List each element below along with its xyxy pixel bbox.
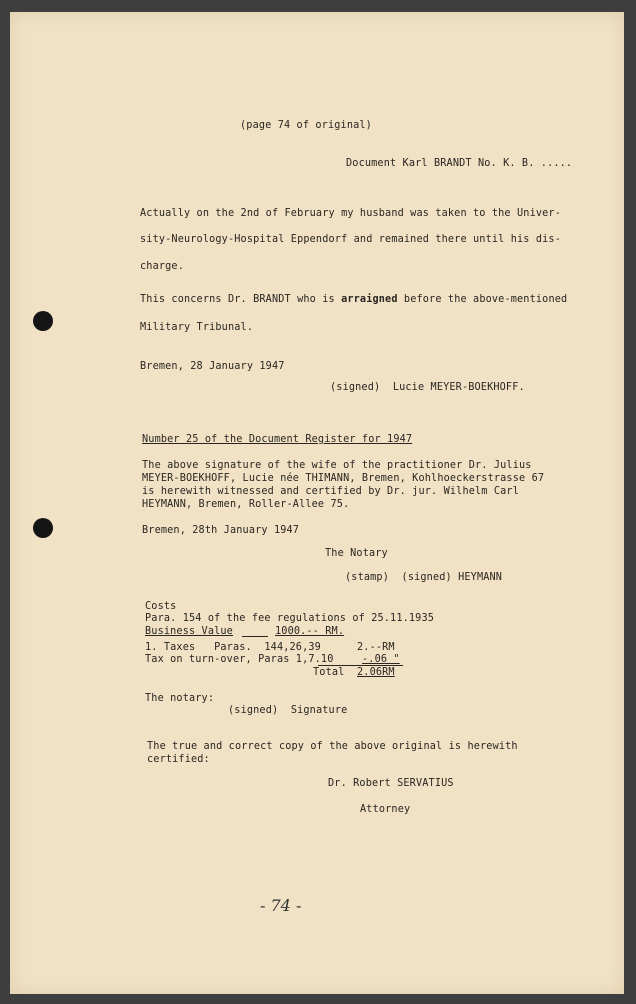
paragraph-2-line-1 (140, 293, 567, 306)
costs-heading: Costs (145, 601, 177, 612)
turnover-label: Tax on turn-over, Paras 1,7.10 (145, 654, 334, 665)
document-page (10, 12, 624, 994)
document-reference: Document Karl BRANDT No. K. B. ..... (346, 158, 573, 169)
paragraph-2-text: This concerns Dr. BRANDT who is (140, 294, 342, 305)
paragraph-2-line-2: Military Tribunal. (140, 322, 254, 333)
stamp-signature: (stamp) (signed) HEYMANN (345, 572, 503, 583)
corrected-word: arraigned (341, 294, 398, 305)
place-date-2: Bremen, 28th January 1947 (142, 525, 300, 536)
costs-para: Para. 154 of the fee regulations of 25.11.1935 (145, 613, 435, 624)
paragraph-1-line-3: charge. (140, 261, 184, 272)
signature-line: (signed) Lucie MEYER-BOEKHOFF. (330, 382, 525, 393)
business-value: 1000.-- RM. (275, 626, 345, 637)
signed-signature: (signed) Signature (228, 705, 348, 716)
paragraph-2-text: before the above-mentioned (397, 294, 568, 305)
notary-title: The Notary (325, 548, 388, 559)
paragraph-1-line-2: sity-Neurology-Hospital Eppendorf and remained there until his dis- (140, 234, 561, 245)
total-value: 2.06RM (357, 667, 395, 678)
page-number: - 74 - (260, 896, 302, 915)
punch-hole (33, 518, 53, 538)
certification-line-4: HEYMANN, Bremen, Roller-Allee 75. (142, 499, 350, 510)
dotted-rule (242, 636, 268, 637)
place-date: Bremen, 28 January 1947 (140, 361, 285, 372)
business-value-label: Business Value (145, 626, 233, 637)
total-label: Total (313, 667, 345, 678)
attorney-name: Dr. Robert SERVATIUS (328, 778, 454, 789)
true-copy-line-1: The true and correct copy of the above original is herewith (147, 741, 518, 752)
certification-line-3: is herewith witnessed and certified by Dr. jur. Wilhelm Carl (142, 486, 520, 497)
paragraph-1-line-1: Actually on the 2nd of February my husband was taken to the Univer- (140, 208, 561, 219)
punch-hole (33, 311, 53, 331)
certification-line-2: MEYER-BOEKHOFF, Lucie née THIMANN, Bremen, Kohlhoeckerstrasse 67 (142, 473, 545, 484)
page-header: (page 74 of original) (240, 120, 372, 131)
true-copy-line-2: certified: (147, 754, 210, 765)
taxes-label: 1. Taxes Paras. 144,26,39 (145, 642, 321, 653)
taxes-value: 2.--RM (357, 642, 395, 653)
notary-label: The notary: (145, 693, 215, 704)
turnover-value: -.06 " (362, 654, 400, 665)
attorney-title: Attorney (360, 804, 411, 815)
certification-line-1: The above signature of the wife of the practitioner Dr. Julius (142, 460, 532, 471)
register-title: Number 25 of the Document Register for 1947 (142, 434, 413, 445)
